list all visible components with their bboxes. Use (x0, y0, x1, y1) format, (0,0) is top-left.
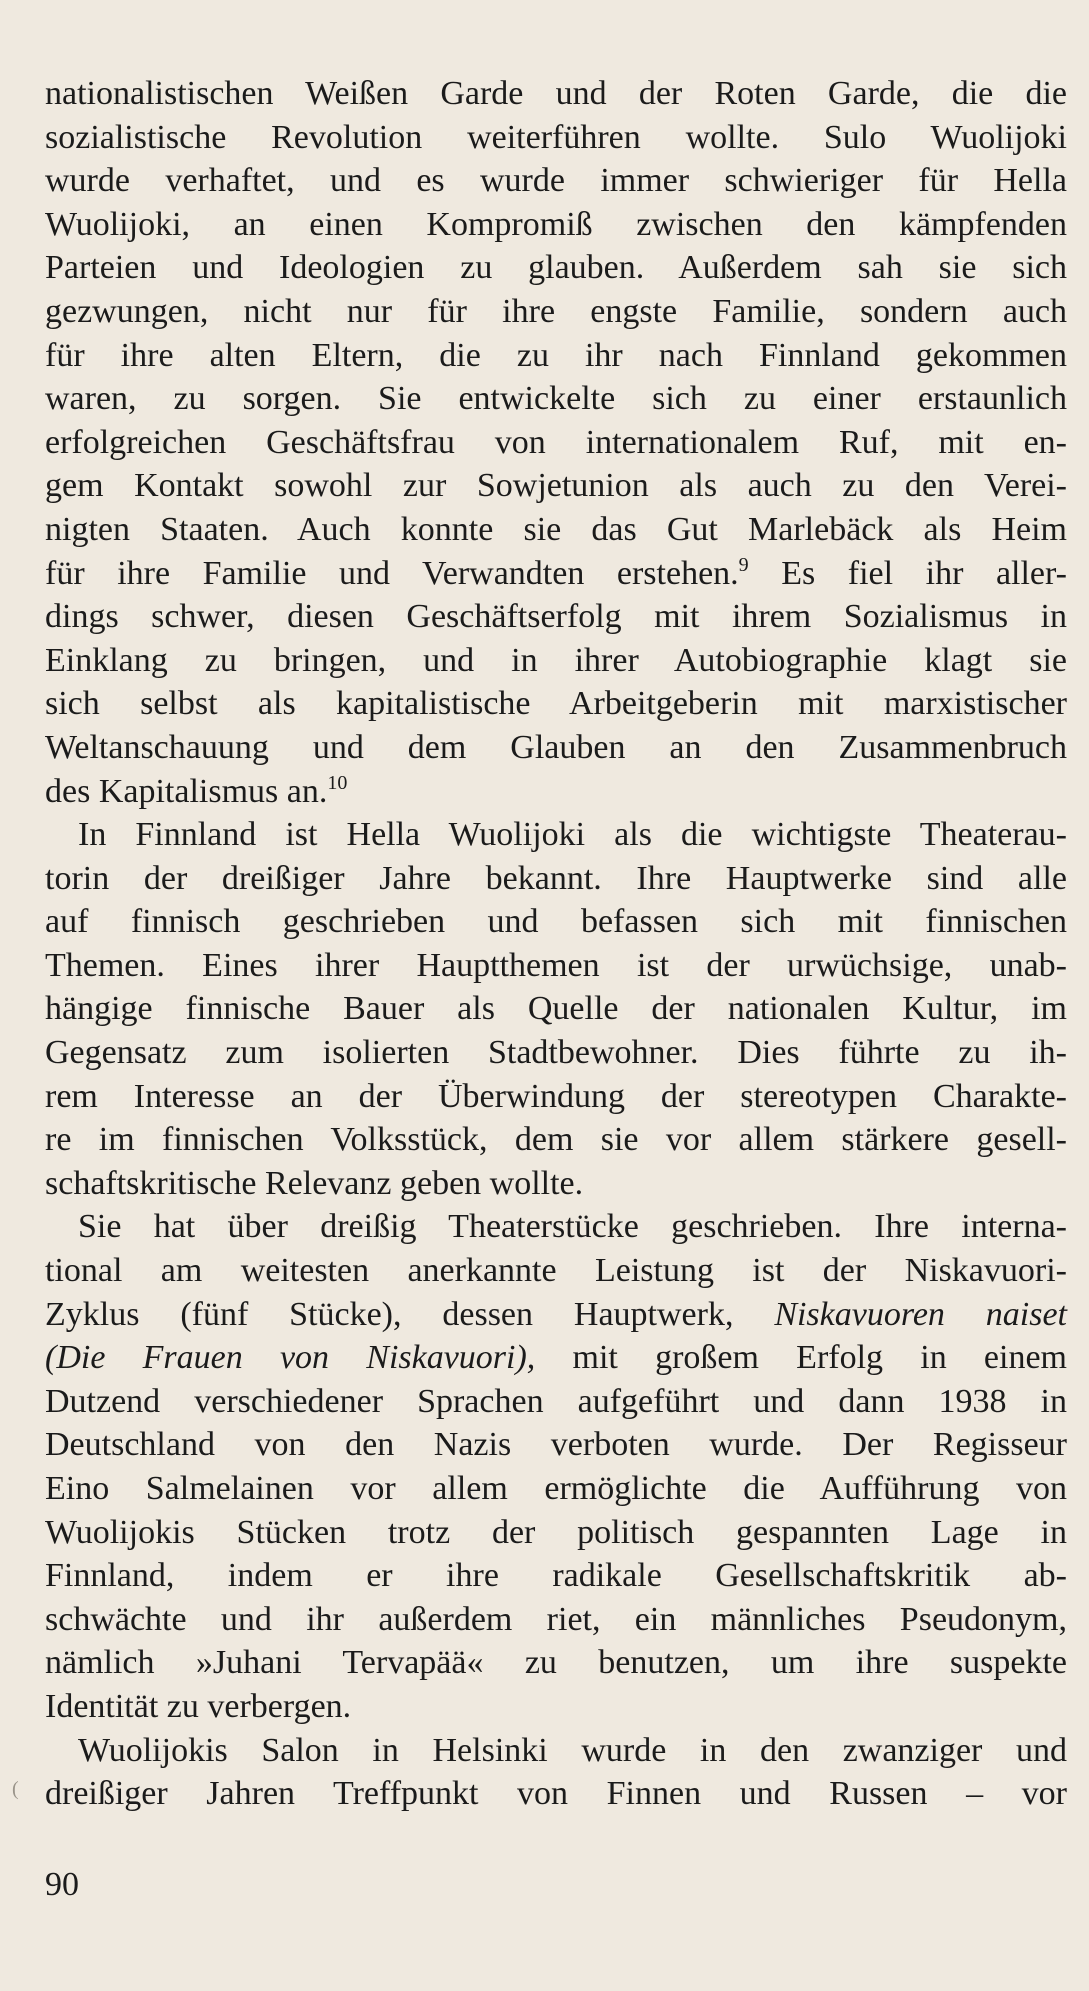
margin-mark: ( (12, 1778, 19, 1800)
line-text: für ihre Familie und Verwandten erstehen. (45, 554, 739, 592)
line-text: Einklang zu bringen, und in ihrer Autobiographie klagt sie (45, 641, 1067, 679)
text-line (45, 1685, 1067, 1729)
text-line (45, 1554, 1067, 1598)
line-text: sich selbst als kapitalistische Arbeitgeberin mit marxistischer (45, 685, 1067, 723)
text-line (45, 944, 1067, 988)
text-line (45, 1423, 1067, 1467)
text-line (45, 1380, 1067, 1424)
line-text: auf finnisch geschrieben und befassen sich mit finnischen (45, 903, 1067, 941)
text-line (45, 159, 1067, 203)
line-text: Finnland, indem er ihre radikale Gesellschaftskritik ab- (45, 1557, 1067, 1595)
line-text: Identität zu verbergen. (45, 1687, 352, 1725)
italic-title: Niskavuoren naiset (774, 1295, 1067, 1333)
line-text: schwächte und ihr außerdem riet, ein männliches Pseudonym, (45, 1600, 1067, 1638)
page-number: 90 (45, 1866, 79, 1903)
text-line (45, 639, 1067, 683)
text-line (45, 1641, 1067, 1685)
line-text: Parteien und Ideologien zu glauben. Außerdem sah sie sich (45, 249, 1067, 287)
line-text: gezwungen, nicht nur für ihre engste Familie, sondern auch (45, 292, 1067, 330)
text-line (45, 377, 1067, 421)
text-line (45, 334, 1067, 378)
line-text: Wuolijokis Salon in Helsinki wurde in den zwanziger und (78, 1731, 1067, 1769)
line-text: tional am weitesten anerkannte Leistung ist der Niskavuori- (45, 1252, 1067, 1290)
text-line (45, 1336, 1067, 1380)
line-text: Wuolijoki, an einen Kompromiß zwischen den kämpfenden (45, 205, 1067, 243)
text-line (45, 464, 1067, 508)
line-text: mit großem Erfolg in einem (535, 1339, 1068, 1377)
text-line (45, 1772, 1067, 1816)
text-line (45, 72, 1067, 116)
text-line (45, 1118, 1067, 1162)
text-line (45, 1249, 1067, 1293)
line-text: Themen. Eines ihrer Hauptthemen ist der urwüchsige, unab- (45, 946, 1067, 984)
text-line (45, 552, 1067, 596)
line-text: In Finnland ist Hella Wuolijoki als die wichtigste Theaterau- (78, 816, 1067, 854)
line-text: Es fiel ihr aller- (748, 554, 1067, 592)
line-text: waren, zu sorgen. Sie entwickelte sich zu einer erstaunlich (45, 380, 1067, 418)
text-line (45, 595, 1067, 639)
line-text: nigten Staaten. Auch konnte sie das Gut Marlebäck als Heim (45, 510, 1067, 548)
line-text: wurde verhaftet, und es wurde immer schwieriger für Hella (45, 162, 1067, 200)
text-line (45, 857, 1067, 901)
text-line (45, 726, 1067, 770)
text-line (45, 900, 1067, 944)
italic-title: (Die Frauen von Niskavuori), (45, 1339, 536, 1377)
text-line (45, 1729, 1067, 1773)
text-line (45, 813, 1067, 857)
line-text: für ihre alten Eltern, die zu ihr nach Finnland gekommen (45, 336, 1067, 374)
text-line (45, 1075, 1067, 1119)
text-line (45, 508, 1067, 552)
text-line (45, 1598, 1067, 1642)
body-text (45, 72, 1067, 1816)
line-text: Sie hat über dreißig Theaterstücke geschrieben. Ihre interna- (78, 1208, 1067, 1246)
text-line (45, 290, 1067, 334)
line-text: Zyklus (fünf Stücke), dessen Hauptwerk, (45, 1295, 775, 1333)
line-text: Dutzend verschiedener Sprachen aufgeführt und dann 1938 in (45, 1382, 1067, 1420)
line-text: Gegensatz zum isolierten Stadtbewohner. Dies führte zu ih- (45, 1034, 1067, 1072)
text-line (45, 1511, 1067, 1555)
line-text: nationalistischen Weißen Garde und der Roten Garde, die die (45, 75, 1067, 112)
line-text: nämlich »Juhani Tervapää« zu benutzen, um ihre suspekte (45, 1644, 1067, 1682)
line-text: schaftskritische Relevanz geben wollte. (45, 1164, 584, 1202)
line-text: torin der dreißiger Jahre bekannt. Ihre Hauptwerke sind alle (45, 859, 1067, 897)
line-text: dreißiger Jahren Treffpunkt von Finnen und Russen – vor (45, 1775, 1067, 1813)
line-text: re im finnischen Volksstück, dem sie vor allem stärkere gesell- (45, 1121, 1067, 1159)
text-line (45, 770, 1067, 814)
line-text: Wuolijokis Stücken trotz der politisch gespannten Lage in (45, 1513, 1067, 1551)
line-text: sozialistische Revolution weiterführen wollte. Sulo Wuolijoki (45, 118, 1067, 156)
text-line (45, 246, 1067, 290)
text-line (45, 682, 1067, 726)
line-text: dings schwer, diesen Geschäftserfolg mit ihrem Sozialismus in (45, 598, 1067, 636)
line-text: hängige finnische Bauer als Quelle der nationalen Kultur, im (45, 990, 1067, 1028)
text-line (45, 987, 1067, 1031)
text-line (45, 116, 1067, 160)
text-line (45, 1162, 1067, 1206)
line-text: des Kapitalismus an. (45, 772, 328, 810)
text-line (45, 421, 1067, 465)
text-line (45, 1293, 1067, 1337)
line-text: gem Kontakt sowohl zur Sowjetunion als auch zu den Verei- (45, 467, 1067, 505)
text-line (45, 1467, 1067, 1511)
footnote-ref: 10 (327, 771, 348, 794)
line-text: Weltanschauung und dem Glauben an den Zusammenbruch (45, 728, 1067, 766)
text-line (45, 1205, 1067, 1249)
line-text: Deutschland von den Nazis verboten wurde. Der Regisseur (45, 1426, 1067, 1464)
line-text: erfolgreichen Geschäftsfrau von internationalem Ruf, mit en- (45, 423, 1067, 461)
footnote-ref: 9 (738, 553, 749, 576)
line-text: Eino Salmelainen vor allem ermöglichte die Aufführung von (45, 1470, 1067, 1507)
text-line (45, 1031, 1067, 1075)
text-line (45, 203, 1067, 247)
line-text: rem Interesse an der Überwindung der stereotypen Charakte- (45, 1077, 1067, 1115)
